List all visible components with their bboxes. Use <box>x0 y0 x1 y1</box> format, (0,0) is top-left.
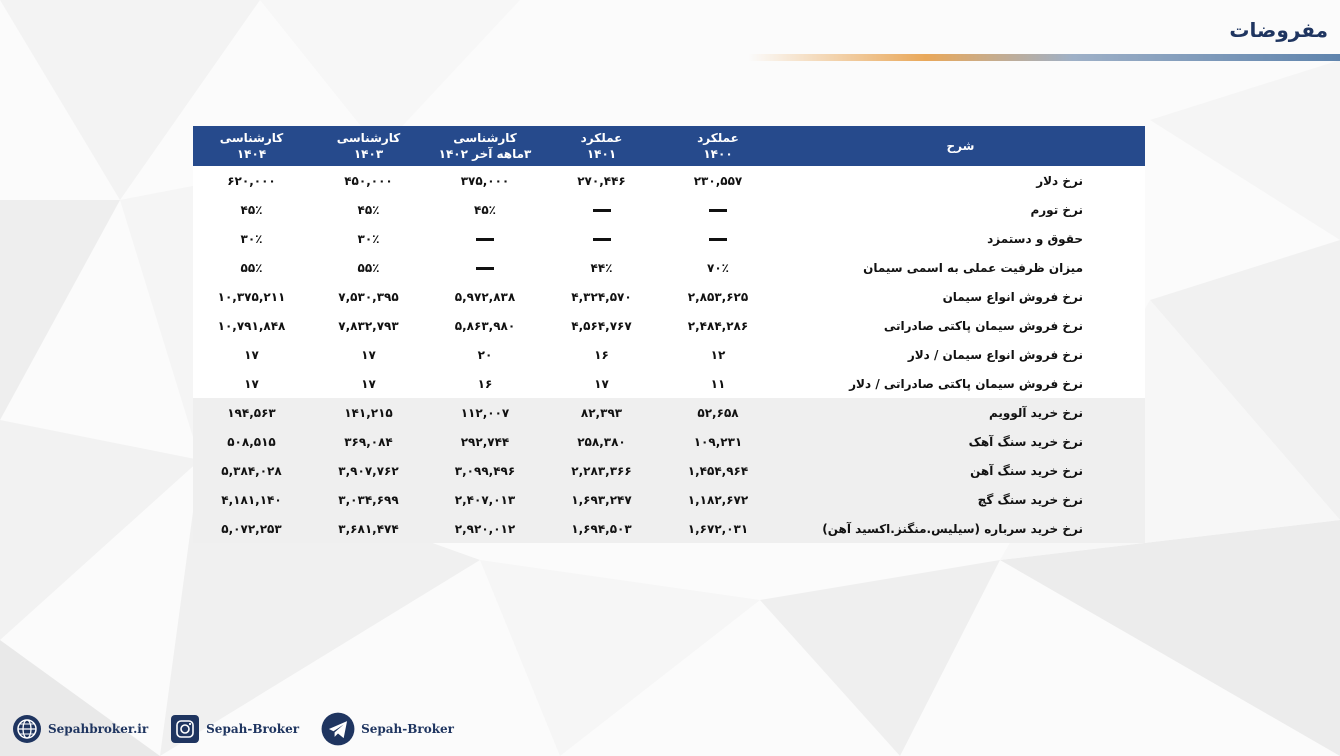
cell-description: نرخ خرید سنگ آهک <box>776 427 1145 456</box>
cell-1401: ۴,۳۲۴,۵۷۰ <box>543 282 660 311</box>
table-row <box>193 340 1145 369</box>
cell-1402: ۵,۹۷۲,۸۳۸ <box>427 282 543 311</box>
footer-contacts <box>12 712 454 746</box>
cell-1402: ۲۰ <box>427 340 543 369</box>
cell-1404: ۱۷ <box>193 340 310 369</box>
cell-1404: ۱۰,۳۷۵,۲۱۱ <box>193 282 310 311</box>
dash-mark <box>476 238 494 241</box>
cell-1400 <box>660 224 776 253</box>
cell-description: نرخ خرید سنگ گچ <box>776 485 1145 514</box>
cell-1404: ۴,۱۸۱,۱۴۰ <box>193 485 310 514</box>
table-row <box>193 195 1145 224</box>
cell-1401: ۸۲,۳۹۳ <box>543 398 660 427</box>
cell-description: نرخ خرید سنگ آهن <box>776 456 1145 485</box>
globe-icon <box>12 714 42 744</box>
cell-1401: ۱,۶۹۴,۵۰۳ <box>543 514 660 543</box>
table-row <box>193 398 1145 427</box>
cell-1403: ۳,۹۰۷,۷۶۲ <box>310 456 427 485</box>
cell-1402: ۴۵٪ <box>427 195 543 224</box>
cell-1400: ۲,۸۵۳,۶۲۵ <box>660 282 776 311</box>
cell-1403: ۷,۸۳۲,۷۹۳ <box>310 311 427 340</box>
cell-1403: ۱۷ <box>310 369 427 398</box>
cell-1403: ۴۵٪ <box>310 195 427 224</box>
cell-description: میزان ظرفیت عملی به اسمی سیمان <box>776 253 1145 282</box>
table-row <box>193 311 1145 340</box>
assumptions-table-wrapper <box>193 126 1145 543</box>
cell-1400: ۱۰۹,۲۳۱ <box>660 427 776 456</box>
instagram-label: Sepah-Broker <box>206 722 300 736</box>
cell-1400: ۲,۴۸۴,۲۸۶ <box>660 311 776 340</box>
cell-1400: ۲۳۰,۵۵۷ <box>660 166 776 195</box>
cell-1400: ۱,۱۸۲,۶۷۲ <box>660 485 776 514</box>
cell-description: نرخ فروش سیمان پاکتی صادراتی <box>776 311 1145 340</box>
cell-1401 <box>543 224 660 253</box>
header-description: شرح <box>776 126 1145 166</box>
cell-1404: ۵,۳۸۴,۰۲۸ <box>193 456 310 485</box>
title-underline-bar <box>748 54 1340 61</box>
dash-mark <box>593 238 611 241</box>
cell-1402: ۲,۴۰۷,۰۱۳ <box>427 485 543 514</box>
telegram-icon <box>321 712 355 746</box>
cell-1403: ۳,۰۳۴,۶۹۹ <box>310 485 427 514</box>
cell-1403: ۳۶۹,۰۸۴ <box>310 427 427 456</box>
website-link[interactable] <box>12 714 148 744</box>
cell-description: نرخ تورم <box>776 195 1145 224</box>
cell-1400: ۷۰٪ <box>660 253 776 282</box>
cell-1400: ۱,۶۷۲,۰۳۱ <box>660 514 776 543</box>
table-row <box>193 456 1145 485</box>
cell-1401: ۴,۵۶۴,۷۶۷ <box>543 311 660 340</box>
cell-1403: ۱۷ <box>310 340 427 369</box>
cell-1400 <box>660 195 776 224</box>
telegram-label: Sepah-Broker <box>361 722 454 736</box>
table-row <box>193 427 1145 456</box>
cell-1404: ۳۰٪ <box>193 224 310 253</box>
dash-mark <box>709 238 727 241</box>
cell-1404: ۵۰۸,۵۱۵ <box>193 427 310 456</box>
table-row <box>193 369 1145 398</box>
table-row <box>193 253 1145 282</box>
cell-1401: ۲۷۰,۴۴۶ <box>543 166 660 195</box>
cell-1401: ۲,۲۸۳,۳۶۶ <box>543 456 660 485</box>
cell-1402: ۱۶ <box>427 369 543 398</box>
cell-description: نرخ خرید سرباره (سیلیس.منگنز.اکسید آهن) <box>776 514 1145 543</box>
instagram-icon <box>170 714 200 744</box>
cell-1404: ۱۹۴,۵۶۳ <box>193 398 310 427</box>
table-row <box>193 514 1145 543</box>
page-title: مفروضات <box>1229 18 1328 42</box>
cell-description: نرخ فروش انواع سیمان <box>776 282 1145 311</box>
header-1404: کارشناسی ۱۴۰۴ <box>193 126 310 166</box>
cell-description: حقوق و دستمزد <box>776 224 1145 253</box>
cell-1402: ۲,۹۲۰,۰۱۲ <box>427 514 543 543</box>
cell-1401: ۱۶ <box>543 340 660 369</box>
cell-1404: ۵,۰۷۲,۲۵۳ <box>193 514 310 543</box>
cell-1403: ۳۰٪ <box>310 224 427 253</box>
cell-1400: ۵۲,۶۵۸ <box>660 398 776 427</box>
table-row <box>193 282 1145 311</box>
cell-1401 <box>543 195 660 224</box>
cell-1404: ۴۵٪ <box>193 195 310 224</box>
telegram-link[interactable] <box>321 712 454 746</box>
cell-1401: ۱۷ <box>543 369 660 398</box>
cell-1402: ۲۹۲,۷۴۴ <box>427 427 543 456</box>
header-1400: عملکرد ۱۴۰۰ <box>660 126 776 166</box>
cell-description: نرخ فروش انواع سیمان / دلار <box>776 340 1145 369</box>
instagram-link[interactable] <box>170 714 299 744</box>
cell-1403: ۴۵۰,۰۰۰ <box>310 166 427 195</box>
cell-1403: ۱۴۱,۲۱۵ <box>310 398 427 427</box>
cell-1403: ۷,۵۳۰,۳۹۵ <box>310 282 427 311</box>
dash-mark <box>593 209 611 212</box>
cell-1400: ۱۲ <box>660 340 776 369</box>
cell-description: نرخ فروش سیمان پاکتی صادراتی / دلار <box>776 369 1145 398</box>
cell-1400: ۱,۴۵۴,۹۶۴ <box>660 456 776 485</box>
assumptions-table <box>193 126 1145 543</box>
cell-1403: ۵۵٪ <box>310 253 427 282</box>
website-label: Sepahbroker.ir <box>48 722 149 736</box>
cell-description: نرخ خرید آلوویم <box>776 398 1145 427</box>
cell-1402: ۱۱۲,۰۰۷ <box>427 398 543 427</box>
table-row <box>193 224 1145 253</box>
header-1401: عملکرد ۱۴۰۱ <box>543 126 660 166</box>
cell-description: نرخ دلار <box>776 166 1145 195</box>
cell-1400: ۱۱ <box>660 369 776 398</box>
cell-1401: ۴۴٪ <box>543 253 660 282</box>
table-row <box>193 485 1145 514</box>
cell-1403: ۳,۶۸۱,۴۷۴ <box>310 514 427 543</box>
cell-1404: ۱۰,۷۹۱,۸۴۸ <box>193 311 310 340</box>
table-header-row <box>193 126 1145 166</box>
table-row <box>193 166 1145 195</box>
cell-1401: ۲۵۸,۳۸۰ <box>543 427 660 456</box>
cell-1402: ۳۷۵,۰۰۰ <box>427 166 543 195</box>
cell-1404: ۱۷ <box>193 369 310 398</box>
cell-1402 <box>427 224 543 253</box>
dash-mark <box>709 209 727 212</box>
cell-1402: ۵,۸۶۳,۹۸۰ <box>427 311 543 340</box>
cell-1404: ۶۲۰,۰۰۰ <box>193 166 310 195</box>
cell-1402 <box>427 253 543 282</box>
header-1403: کارشناسی ۱۴۰۳ <box>310 126 427 166</box>
header-1402-q4: کارشناسی ۳ماهه آخر ۱۴۰۲ <box>427 126 543 166</box>
cell-1402: ۳,۰۹۹,۴۹۶ <box>427 456 543 485</box>
cell-1401: ۱,۶۹۳,۲۴۷ <box>543 485 660 514</box>
dash-mark <box>476 267 494 270</box>
cell-1404: ۵۵٪ <box>193 253 310 282</box>
